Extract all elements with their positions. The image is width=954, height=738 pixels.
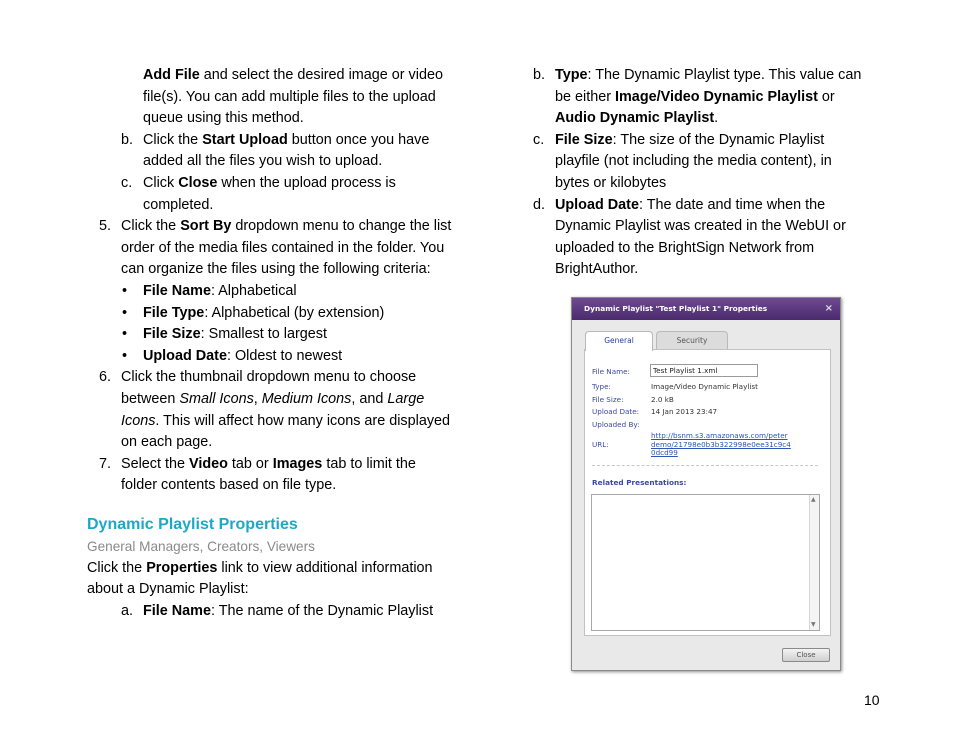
type-value: Image/Video Dynamic Playlist bbox=[651, 382, 758, 391]
text: dropdown menu to change the list bbox=[231, 218, 452, 235]
text-line: added all the files you wish to upload. bbox=[143, 153, 383, 170]
step-6 bbox=[87, 367, 462, 453]
bold-text: Image/Video Dynamic Playlist bbox=[615, 88, 818, 105]
uploaded-by-label: Uploaded By: bbox=[592, 420, 640, 429]
text-line: queue using this method. bbox=[143, 110, 304, 127]
bold-text: Type bbox=[555, 67, 588, 83]
bold-text: Upload Date bbox=[143, 347, 227, 364]
step-label: b. bbox=[121, 131, 134, 148]
section-heading: Dynamic Playlist Properties bbox=[87, 515, 298, 533]
step-label: c. bbox=[533, 131, 545, 148]
divider bbox=[592, 465, 818, 466]
bold-text: File Size bbox=[555, 131, 613, 148]
dialog-title: Dynamic Playlist "Test Playlist 1" Properties bbox=[584, 304, 768, 313]
dialog-title-bar bbox=[572, 298, 840, 320]
text: when the upload process is bbox=[217, 174, 396, 191]
bullet-icon: • bbox=[122, 347, 128, 364]
bullet-icon: • bbox=[122, 304, 128, 321]
text: : The date and time when the bbox=[638, 196, 826, 213]
page-number: 10 bbox=[864, 692, 880, 708]
bold-text: File Name bbox=[143, 603, 211, 620]
item-c bbox=[530, 130, 875, 195]
bullet-icon: • bbox=[122, 282, 128, 299]
close-button[interactable]: Close bbox=[782, 648, 830, 662]
bullet-icon: • bbox=[122, 326, 128, 343]
text: : Smallest to largest bbox=[200, 326, 327, 343]
item-b bbox=[530, 65, 875, 130]
text-line: uploaded to the BrightSign Network from bbox=[555, 239, 815, 256]
text-line: about a Dynamic Playlist: bbox=[87, 581, 249, 598]
file-name-field[interactable]: Test Playlist 1.xml bbox=[650, 364, 758, 377]
section-subheading: General Managers, Creators, Viewers bbox=[87, 538, 315, 554]
bold-text: Close bbox=[178, 174, 218, 191]
text: : Alphabetical (by extension) bbox=[204, 304, 385, 321]
file-size-label: File Size: bbox=[592, 395, 624, 404]
text: , and bbox=[351, 390, 388, 407]
text: and select the desired image or video bbox=[199, 67, 443, 83]
close-icon[interactable]: × bbox=[824, 303, 833, 314]
text: : Oldest to newest bbox=[226, 347, 343, 364]
type-label: Type: bbox=[592, 382, 611, 391]
step-label: b. bbox=[533, 67, 546, 83]
url-line[interactable]: 0dcd99 bbox=[651, 448, 678, 458]
bold-text: Upload Date bbox=[555, 196, 639, 213]
text: : Alphabetical bbox=[210, 282, 297, 299]
step-c bbox=[87, 173, 462, 216]
step-label: 7. bbox=[99, 455, 112, 472]
url-link[interactable] bbox=[651, 432, 811, 458]
text-line: Dynamic Playlist was created in the WebUI or bbox=[555, 218, 846, 235]
bold-text: File Type bbox=[143, 304, 205, 321]
text: Click the bbox=[143, 131, 203, 148]
text-line: can organize the files using the following criteria: bbox=[121, 261, 431, 278]
bold-text: Start Upload bbox=[202, 131, 288, 148]
bullet-item-file-size bbox=[87, 324, 462, 346]
italic-text: Large bbox=[387, 390, 425, 407]
text: Click bbox=[143, 174, 179, 191]
text: be either bbox=[555, 88, 616, 105]
text-line: playfile (not including the media content), in bbox=[555, 153, 832, 170]
step-b bbox=[87, 130, 462, 173]
text: Click the bbox=[121, 218, 181, 235]
text: : The size of the Dynamic Playlist bbox=[612, 131, 825, 148]
bold-text: Audio Dynamic Playlist bbox=[555, 110, 715, 127]
url-line[interactable]: demo/21798e0b3b322998e0ee31c9c4 bbox=[651, 439, 791, 449]
file-size-value: 2.0 kB bbox=[651, 395, 674, 404]
related-presentations-list[interactable] bbox=[591, 494, 820, 631]
right-column bbox=[530, 65, 875, 281]
text-line: bytes or kilobytes bbox=[555, 174, 667, 191]
properties-dialog bbox=[571, 297, 841, 671]
bold-text: File Size bbox=[143, 326, 201, 343]
text: . This will affect how many icons are displayed bbox=[155, 412, 451, 429]
text-line: completed. bbox=[143, 196, 214, 213]
text-line: file(s). You can add multiple files to the upload bbox=[143, 88, 436, 105]
text: Click the bbox=[87, 559, 147, 576]
intro-paragraph bbox=[87, 558, 462, 601]
step-label: 6. bbox=[99, 369, 112, 386]
text: , bbox=[253, 390, 262, 407]
bold-add-file: Add File bbox=[143, 67, 200, 83]
related-presentations-label: Related Presentations: bbox=[592, 478, 687, 487]
item-d bbox=[530, 195, 875, 281]
text: tab to limit the bbox=[322, 455, 416, 472]
url-label: URL: bbox=[592, 440, 609, 449]
bullet-item-upload-date bbox=[87, 346, 462, 368]
upload-date-value: 14 Jan 2013 23:47 bbox=[651, 407, 718, 416]
scroll-up-icon[interactable]: ▲ bbox=[811, 496, 816, 503]
italic-text: Small Icons bbox=[179, 390, 254, 407]
text-line: folder contents based on file type. bbox=[121, 477, 337, 494]
text: or bbox=[817, 88, 835, 105]
url-line[interactable]: http://bsnm.s3.amazonaws.com/peter bbox=[651, 431, 788, 440]
bold-text: File Name bbox=[143, 282, 211, 299]
text: link to view additional information bbox=[217, 559, 433, 576]
text: button once you have bbox=[287, 131, 430, 148]
text-line: order of the media files contained in the folder. You bbox=[121, 239, 445, 256]
item-a bbox=[87, 601, 462, 623]
tab-security[interactable]: Security bbox=[656, 331, 728, 350]
italic-text: Icons bbox=[121, 412, 156, 429]
text: : The Dynamic Playlist type. This value can bbox=[587, 67, 862, 83]
bullet-item-file-type bbox=[87, 303, 462, 325]
bullet-item-file-name bbox=[87, 281, 462, 303]
scrollbar[interactable] bbox=[809, 495, 819, 630]
intro-text bbox=[87, 65, 462, 130]
text-line: Click the thumbnail dropdown menu to choose bbox=[121, 369, 417, 386]
text: Select the bbox=[121, 455, 189, 472]
left-column bbox=[87, 65, 462, 623]
scroll-down-icon[interactable]: ▼ bbox=[811, 621, 816, 628]
tab-general[interactable]: General bbox=[585, 331, 653, 351]
step-7 bbox=[87, 454, 462, 497]
text-line: on each page. bbox=[121, 434, 213, 451]
step-label: a. bbox=[121, 603, 134, 620]
step-5 bbox=[87, 216, 462, 281]
step-label: c. bbox=[121, 174, 133, 191]
text-line: BrightAuthor. bbox=[555, 261, 639, 278]
italic-text: Medium Icons bbox=[261, 390, 352, 407]
bold-text: Video bbox=[189, 455, 228, 472]
text: between bbox=[121, 390, 180, 407]
bold-text: Images bbox=[272, 455, 323, 472]
general-panel bbox=[584, 349, 831, 636]
step-label: d. bbox=[533, 196, 546, 213]
file-name-label: File Name: bbox=[592, 367, 630, 376]
bold-text: Sort By bbox=[180, 218, 232, 235]
bold-text: Properties bbox=[146, 559, 218, 576]
upload-date-label: Upload Date: bbox=[592, 407, 640, 416]
text: . bbox=[714, 110, 719, 127]
text: : The name of the Dynamic Playlist bbox=[210, 603, 434, 620]
text: tab or bbox=[227, 455, 273, 472]
step-label: 5. bbox=[99, 218, 112, 235]
